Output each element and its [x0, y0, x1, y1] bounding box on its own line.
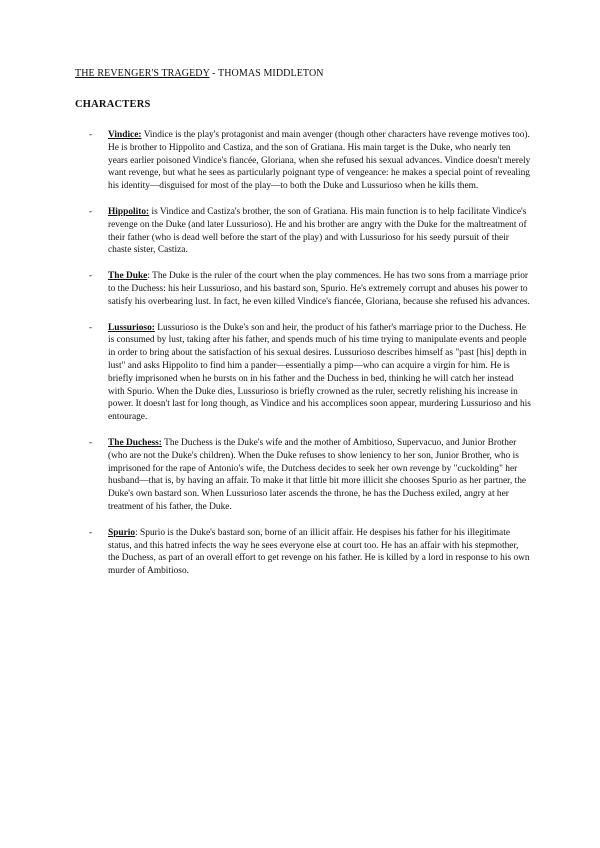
character-name: Vindice: — [108, 130, 142, 140]
character-description — [108, 527, 531, 578]
character-entry-duke — [89, 270, 531, 308]
character-entry-spurio — [89, 527, 531, 578]
character-description — [108, 322, 531, 424]
character-list — [89, 129, 531, 591]
character-name: Lussurioso: — [108, 322, 155, 333]
character-name: Hippolito: — [108, 206, 150, 217]
title-author: - THOMAS MIDDLETON — [209, 68, 324, 79]
list-bullet: - — [89, 322, 93, 333]
document-title — [75, 68, 324, 79]
list-bullet: - — [89, 271, 93, 282]
character-entry-hippolito — [89, 206, 531, 257]
character-description — [108, 206, 531, 257]
list-bullet: - — [89, 130, 93, 140]
title-play-name: THE REVENGER'S TRAGEDY — [75, 68, 210, 79]
character-entry-vindice — [89, 129, 531, 193]
section-heading: CHARACTERS — [75, 99, 151, 110]
character-text: : Spurio is the Duke's bastard son, borne of an illicit affair. He despises his father for his illegitimate status, and this hatred infects the way he sees everyone else at court too. He has an affair with his stepmother, the Duchess, as part of an overall effort to get revenge on his father. He is killed by a lord in response to his own murder of Ambitioso. — [108, 527, 530, 577]
character-description — [108, 129, 531, 193]
character-text: Vindice is the play's protagonist and main avenger (though other characters have revenge motives too). He is brother to Hippolito and Castiza, and the son of Gratiana. His main target is the Duke, who nearly ten years earlier poisoned Vindice's fiancée, Gloriana, when she refused his sexual advances. Vindice doesn't merely want revenge, but what he sees as particularly poignant type of vengeance: he makes a special point of revealing his identity—disguised for most of the play—to both the Duke and Lussurioso when he kills them. — [108, 130, 531, 192]
character-entry-duchess — [89, 437, 531, 514]
list-bullet: - — [89, 437, 93, 448]
character-description — [108, 270, 531, 308]
character-name: The Duchess: — [108, 437, 162, 448]
character-text: is Vindice and Castiza's brother, the son of Gratiana. His main function is to help facilitate Vindice's revenge on the Duke (and later Lussurioso). He and his brother are angry with the Duke for the maltreatment of their father (who is dead well before the start of the play) and with Lussurioso for his seedy pursuit of their chaste sister, Castiza. — [108, 206, 527, 256]
character-entry-lussurioso — [89, 322, 531, 424]
character-description — [108, 437, 531, 514]
list-bullet: - — [89, 527, 93, 538]
character-text: Lussurioso is the Duke's son and heir, the product of his father's marriage prior to the Duchess. He is consumed by lust, taking after his father, and spends much of his time trying to manipulate events and people in order to bring about the satisfaction of his sexual desires. Lussurioso describes himself as "past [his] depth in lust" and asks Hippolito to find him a pander—essentially a pimp—who can acquire a virgin for him. He is briefly imprisoned when he bursts on in his father and the Duchess in bed, thinking he will catch her instead with Spurio. When the Duke dies, Lussurioso is briefly crowned as the ruler, secretly relishing his increase in power. It doesn't last for long though, as Vindice and his accomplices soon appear, murdering Lussurioso and his entourage. — [108, 322, 531, 423]
character-text: : The Duke is the ruler of the court when the play commences. He has two sons from a marriage prior to the Duchess: his heir Lussurioso, and his bastard son, Spurio. He's extremely corrupt and abuses his power to satisfy his overbearing lust. In fact, he even killed Vindice's fiancée, Gloriana, because she refused his advances. — [108, 271, 530, 307]
character-text: The Duchess is the Duke's wife and the mother of Ambitioso, Supervacuo, and Junior Brother (who are not the Duke's children). When the Duke refuses to show leniency to her son, Junior Brother, who is imprisoned for the rape of Antonio's wife, the Dutchess decides to seek her own revenge by "cuckolding" her husband—that is, by having an affair. To make it that little bit more illicit she chooses Spurio as her partner, the Duke's own bastard son. When Lussurioso later ascends the throne, he has the Duchess exiled, angry at her treatment of his father, the Duke. — [108, 437, 527, 512]
character-name: Spurio — [108, 527, 136, 538]
character-name: The Duke — [108, 271, 148, 282]
list-bullet: - — [89, 206, 93, 217]
